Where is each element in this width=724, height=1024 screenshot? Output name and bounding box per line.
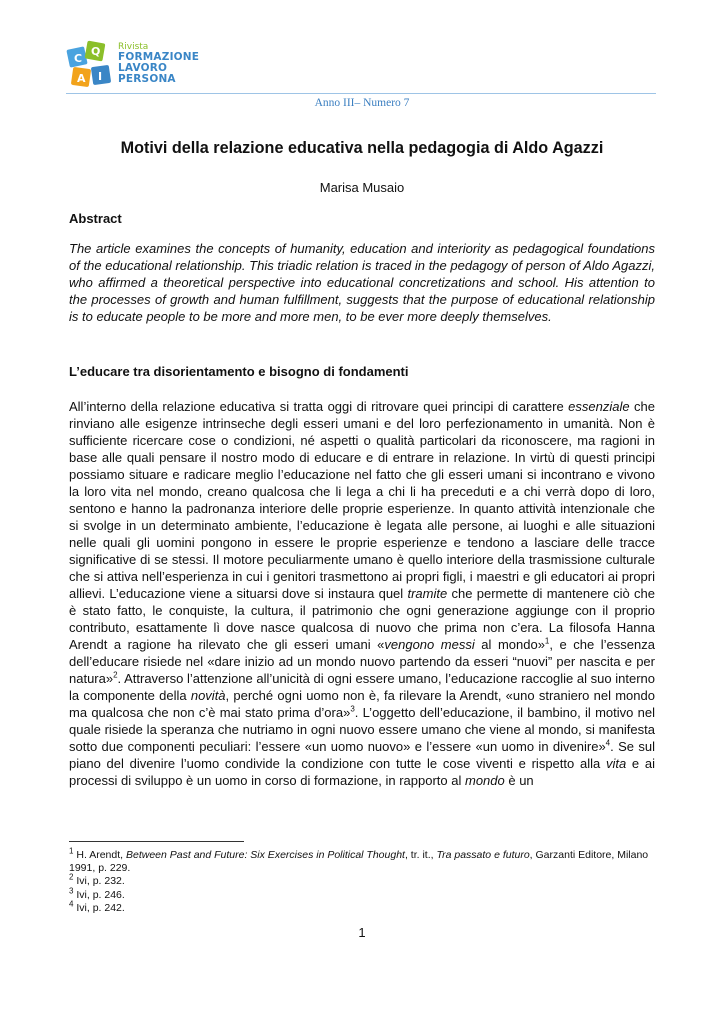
text-run: Ivi, p. 232. [73,875,125,888]
text-run: . L’oggetto dell’educazione, il bambino, il motivo nel quale risiede la speranza che nutriamo in ogni nuovo essere umano che viene al mondo, si manifesta sotto due componenti peculiari: l’essere «un uomo nuovo» e l’essere «un uomo in divenire» [69,705,655,754]
footnote-number: 1 [69,846,74,856]
text-run: , perché ogni uomo non è, fa rilevare la Arendt, «uno straniero nel mondo ma qualcosa che non c’è mai stato prima d’ora» [69,688,655,720]
page-number: 1 [358,925,366,940]
author-name: Marisa Musaio [319,180,405,195]
logo-rivista: Rivista [118,42,149,52]
text-run-italic: mondo [465,773,505,788]
footnote-ref[interactable]: 4 [605,738,611,748]
footnote-rule [69,841,244,842]
logo-line-3: PERSONA [118,73,176,85]
logo-tile-letter: C [74,52,83,65]
footnote-ref[interactable]: 2 [113,670,118,680]
footnote-ref[interactable]: 3 [350,704,355,714]
footnote-3 [69,886,655,902]
footnotes [69,846,655,915]
text-run: All’interno della relazione educativa si tratta oggi di ritrovare quei principi di carattere [69,399,569,414]
text-run: H. Arendt, [73,849,126,861]
logo-tile-letter: Q [91,45,101,58]
footnote-1 [69,846,655,875]
footnote-ref[interactable]: 1 [544,636,550,646]
logo-tile-letter: I [98,70,103,83]
abstract-heading: Abstract [69,211,122,226]
text-run: Ivi, p. 246. [73,888,125,901]
footnote-number: 4 [69,899,74,909]
logo-wordmark [118,42,199,85]
text-run: , tr. it., [404,849,437,861]
text-run: che permette di mantenere ciò che è stato fatto, le conquiste, la cultura, il patrimonio che ogni generazione aggiunge con il proprio contributo, esattamente lì dove nasce qualcosa di nuovo che prima non c’era. La filosofa Hanna Arendt a ragione ha rilevato che gli esseri umani « [69,586,656,652]
text-run: e ai processi di sviluppo è un uomo in corso di formazione, in rapporto al [69,756,656,788]
text-run-italic: Between Past and Future: Six Exercises in Political Thought [125,849,405,861]
text-run-italic: essenziale [568,399,630,414]
footnote-number: 2 [69,872,74,882]
abstract-text: The article examines the concepts of humanity, education and interiority as pedagogical foundations of the educational relationship. This triadic relation is traced in the pedagogy of person of Aldo Agazzi, who affirmed a theoretical perspective into educational concretizations and school. His attention to the processes of growth and human fulfillment, suggests that the purpose of educational relationship is to educate people to be more and more men, to be ever more deeply themselves. [69,241,655,324]
text-run: è un [504,773,534,788]
article-title: Motivi della relazione educativa nella pedagogia di Aldo Agazzi [120,139,604,157]
body-text [69,398,655,789]
text-run: Ivi, p. 242. [73,901,125,914]
text-run: , e che l’essenza dell’educare risiede nel «dare inizio ad un mondo nuovo partendo da esseri “nuovi” per nascita e per natura» [69,637,655,686]
text-run-italic: novità [190,688,226,703]
header-rule [66,93,656,94]
text-run: , Garzanti Editore, Milano 1991, p. 229. [69,849,649,875]
logo-tiles-icon [66,40,126,96]
text-run-italic: vengono messi [384,637,475,652]
text-run-italic: vita [605,756,627,771]
text-run: al mondo» [474,637,545,652]
section-heading: L’educare tra disorientamento e bisogno di fondamenti [69,364,409,379]
text-run: . Se sul piano del divenire l’uomo condivide la condizione con tutte le cose viventi e rispetto alla [69,739,655,771]
logo-tile-letter: A [77,72,86,85]
logo-line-1: FORMAZIONE [118,51,200,63]
footnote-2 [69,872,655,888]
footnote-4 [69,899,655,915]
text-run-italic: Tra passato e futuro [436,849,530,861]
text-run: che rinviano alle esigenze intrinseche degli esseri umani e del loro perfezionamento in umanità. Non è sufficiente ricercare cose o condizioni, né aspetti o qualità particolari da riconoscere, ma ragioni in base alle quali pensare il nostro modo di educare e di entrare in relazione. In virtù di questi principi possiamo situare e radicare meglio l’educazione nel fatto che gli esseri umani si incontrano e vivono la loro vita nel mondo, creano qualcosa che li lega a chi li ha preceduti e a chi verrà dopo di loro, sentono e hanno la padronanza interiore delle proprie esperienze. In quanto attività intenzionale che si svolge in un determinato ambiente, l’educazione è legata alle persone, ai luoghi e alle situazioni nelle quali gli uomini pongono in essere le proprie esperienze e tendono a lasciare delle tracce significative di se stessi. Il motore peculiarmente umano è quello interiore della trasmissione culturale che si attiva nell’esperienza in cui i genitori trasmettono ai propri figli, i maestri e gli educatori ai propri allievi. L’educazione viene a situarsi dove si instaura quel [69,399,655,601]
text-run: . Attraverso l’attenzione all’unicità di ogni essere umano, l’educazione raccoglie al suo interno la componente della [69,671,655,703]
issue-label: Anno III– Numero 7 [314,97,410,109]
logo-line-2: LAVORO [118,62,168,74]
footnote-number: 3 [69,886,74,896]
paragraph [69,398,655,789]
text-run-italic: tramite [407,586,448,601]
